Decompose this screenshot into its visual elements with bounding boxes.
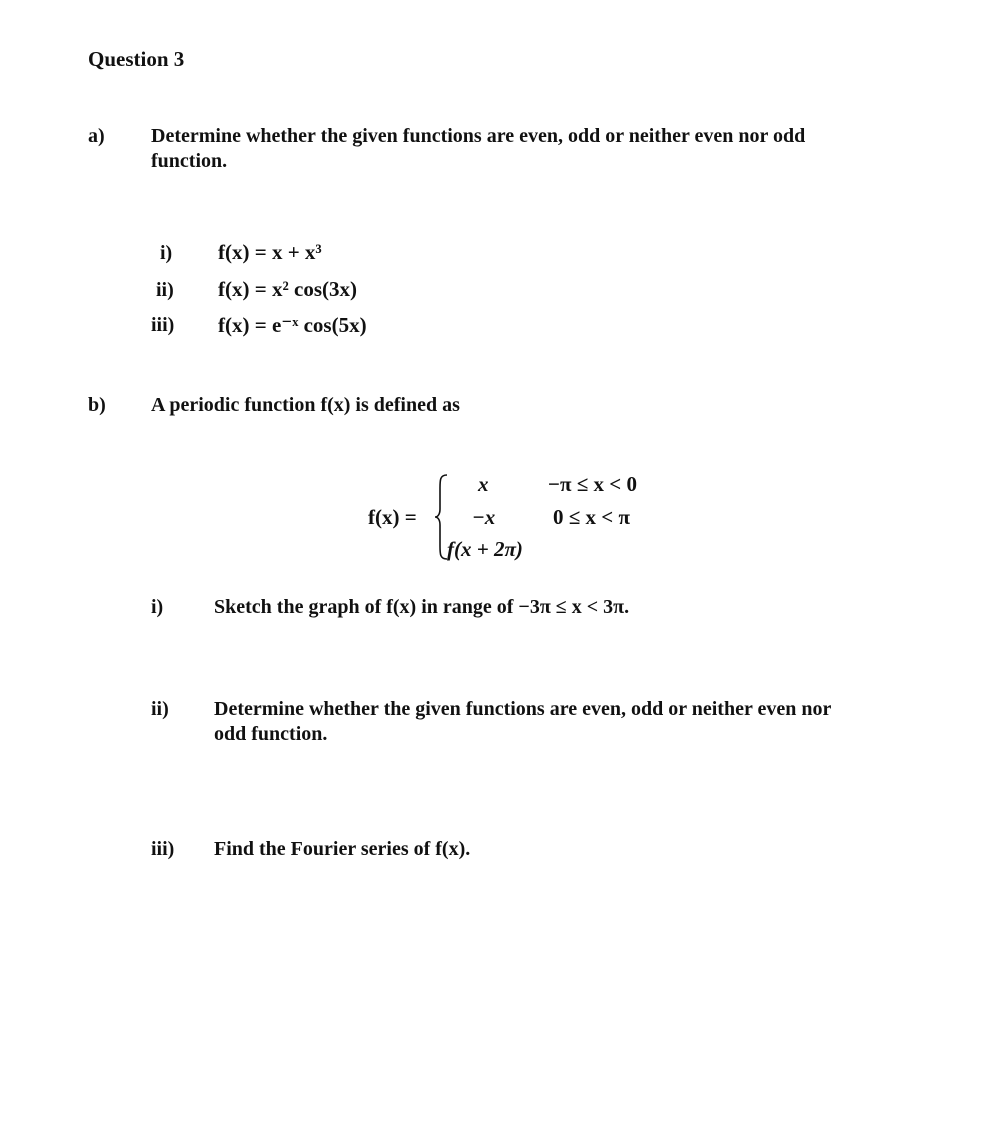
part-b-intro: A periodic function f(x) is defined as xyxy=(151,394,460,416)
piecewise-case-cond: −π ≤ x < 0 xyxy=(548,472,637,496)
curly-brace-icon xyxy=(434,474,448,560)
part-b-task-text: Find the Fourier series of f(x). xyxy=(214,838,471,860)
piecewise-lhs: f(x) = xyxy=(368,505,417,529)
piecewise-case-expr: f(x + 2π) xyxy=(447,537,523,561)
piecewise-case-expr: −x xyxy=(472,505,496,529)
piecewise-case-expr: x xyxy=(478,472,489,496)
part-a-item-label: iii) xyxy=(151,314,175,336)
part-a-item-label: ii) xyxy=(156,279,174,301)
part-b-task-label: i) xyxy=(151,596,164,618)
part-a-instruction-line1: Determine whether the given functions are even, odd or neither even nor odd xyxy=(151,125,806,147)
part-a-label: a) xyxy=(88,125,105,147)
part-a-instruction-line2: function. xyxy=(151,150,228,172)
part-b-task-label: ii) xyxy=(151,698,169,720)
part-b-task-text: odd function. xyxy=(214,723,328,745)
piecewise-case-cond: 0 ≤ x < π xyxy=(553,505,630,529)
part-b-label: b) xyxy=(88,394,106,416)
part-b-task-label: iii) xyxy=(151,838,175,860)
part-b-task-text: Sketch the graph of f(x) in range of −3π ≤ x < 3π. xyxy=(214,596,630,618)
part-a-item-expr: f(x) = x² cos(3x) xyxy=(218,277,357,301)
part-a-item-expr: f(x) = x + x³ xyxy=(218,240,322,264)
part-a-item-label: i) xyxy=(160,242,173,264)
part-a-item-expr: f(x) = e⁻ˣ cos(5x) xyxy=(218,313,367,337)
part-b-task-text: Determine whether the given functions are even, odd or neither even nor xyxy=(214,698,832,720)
question-title: Question 3 xyxy=(88,47,185,71)
